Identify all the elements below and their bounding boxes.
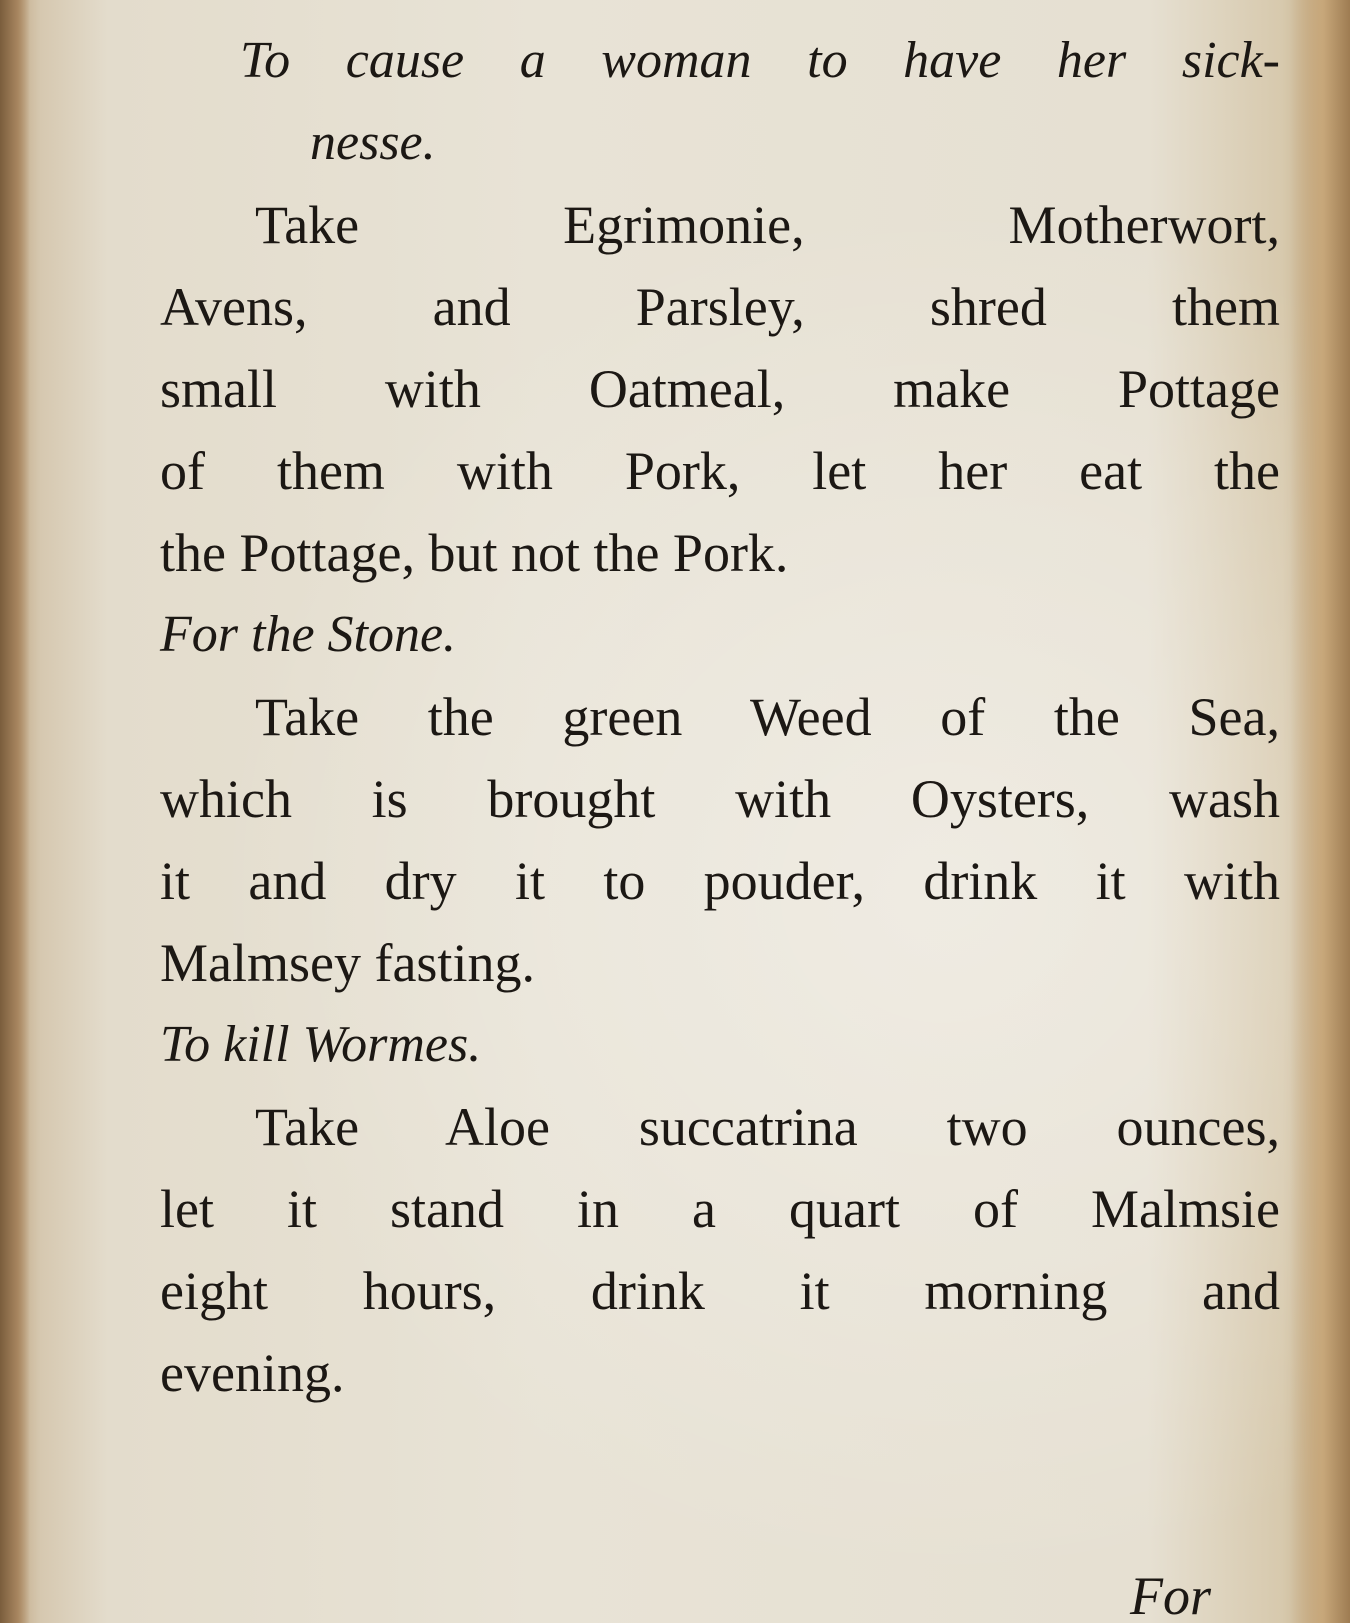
book-spine-edge — [0, 0, 30, 1623]
catchword: For — [1130, 1566, 1211, 1623]
body-line: the Pottage, but not the Pork. — [160, 523, 789, 583]
body-line: Malmsey fasting. — [160, 933, 535, 993]
body-line: evening. — [160, 1343, 345, 1403]
body-line: Avens, and Parsley, shred them — [160, 277, 1280, 337]
page-fore-edge — [1290, 0, 1350, 1623]
heading-line: To kill Wormes. — [160, 1016, 482, 1073]
section-body — [160, 676, 1280, 1004]
section-body — [160, 1086, 1280, 1414]
body-line: it and dry it to pouder, drink it with — [160, 851, 1280, 911]
body-line: which is brought with Oysters, wash — [160, 769, 1280, 829]
heading-line: To cause a woman to have her sick- — [240, 32, 1280, 89]
heading-line: nesse. — [310, 114, 436, 171]
body-line: small with Oatmeal, make Pottage — [160, 359, 1280, 419]
body-line: Take the green Weed of the Sea, — [255, 687, 1280, 747]
recipe-section — [160, 1004, 1280, 1414]
section-body — [160, 184, 1280, 594]
heading-line: For the Stone. — [160, 606, 457, 663]
section-heading — [160, 594, 1280, 676]
body-line: Take Aloe succatrina two ounces, — [255, 1097, 1280, 1157]
recipe-section — [160, 594, 1280, 1004]
section-heading — [160, 20, 1280, 184]
body-line: of them with Pork, let her eat the — [160, 441, 1280, 501]
section-heading — [160, 1004, 1280, 1086]
recipe-section — [160, 20, 1280, 594]
body-line: Take Egrimonie, Motherwort, — [255, 195, 1280, 255]
page-text — [160, 20, 1280, 1414]
body-line: let it stand in a quart of Malmsie — [160, 1179, 1280, 1239]
body-line: eight hours, drink it morning and — [160, 1261, 1280, 1321]
